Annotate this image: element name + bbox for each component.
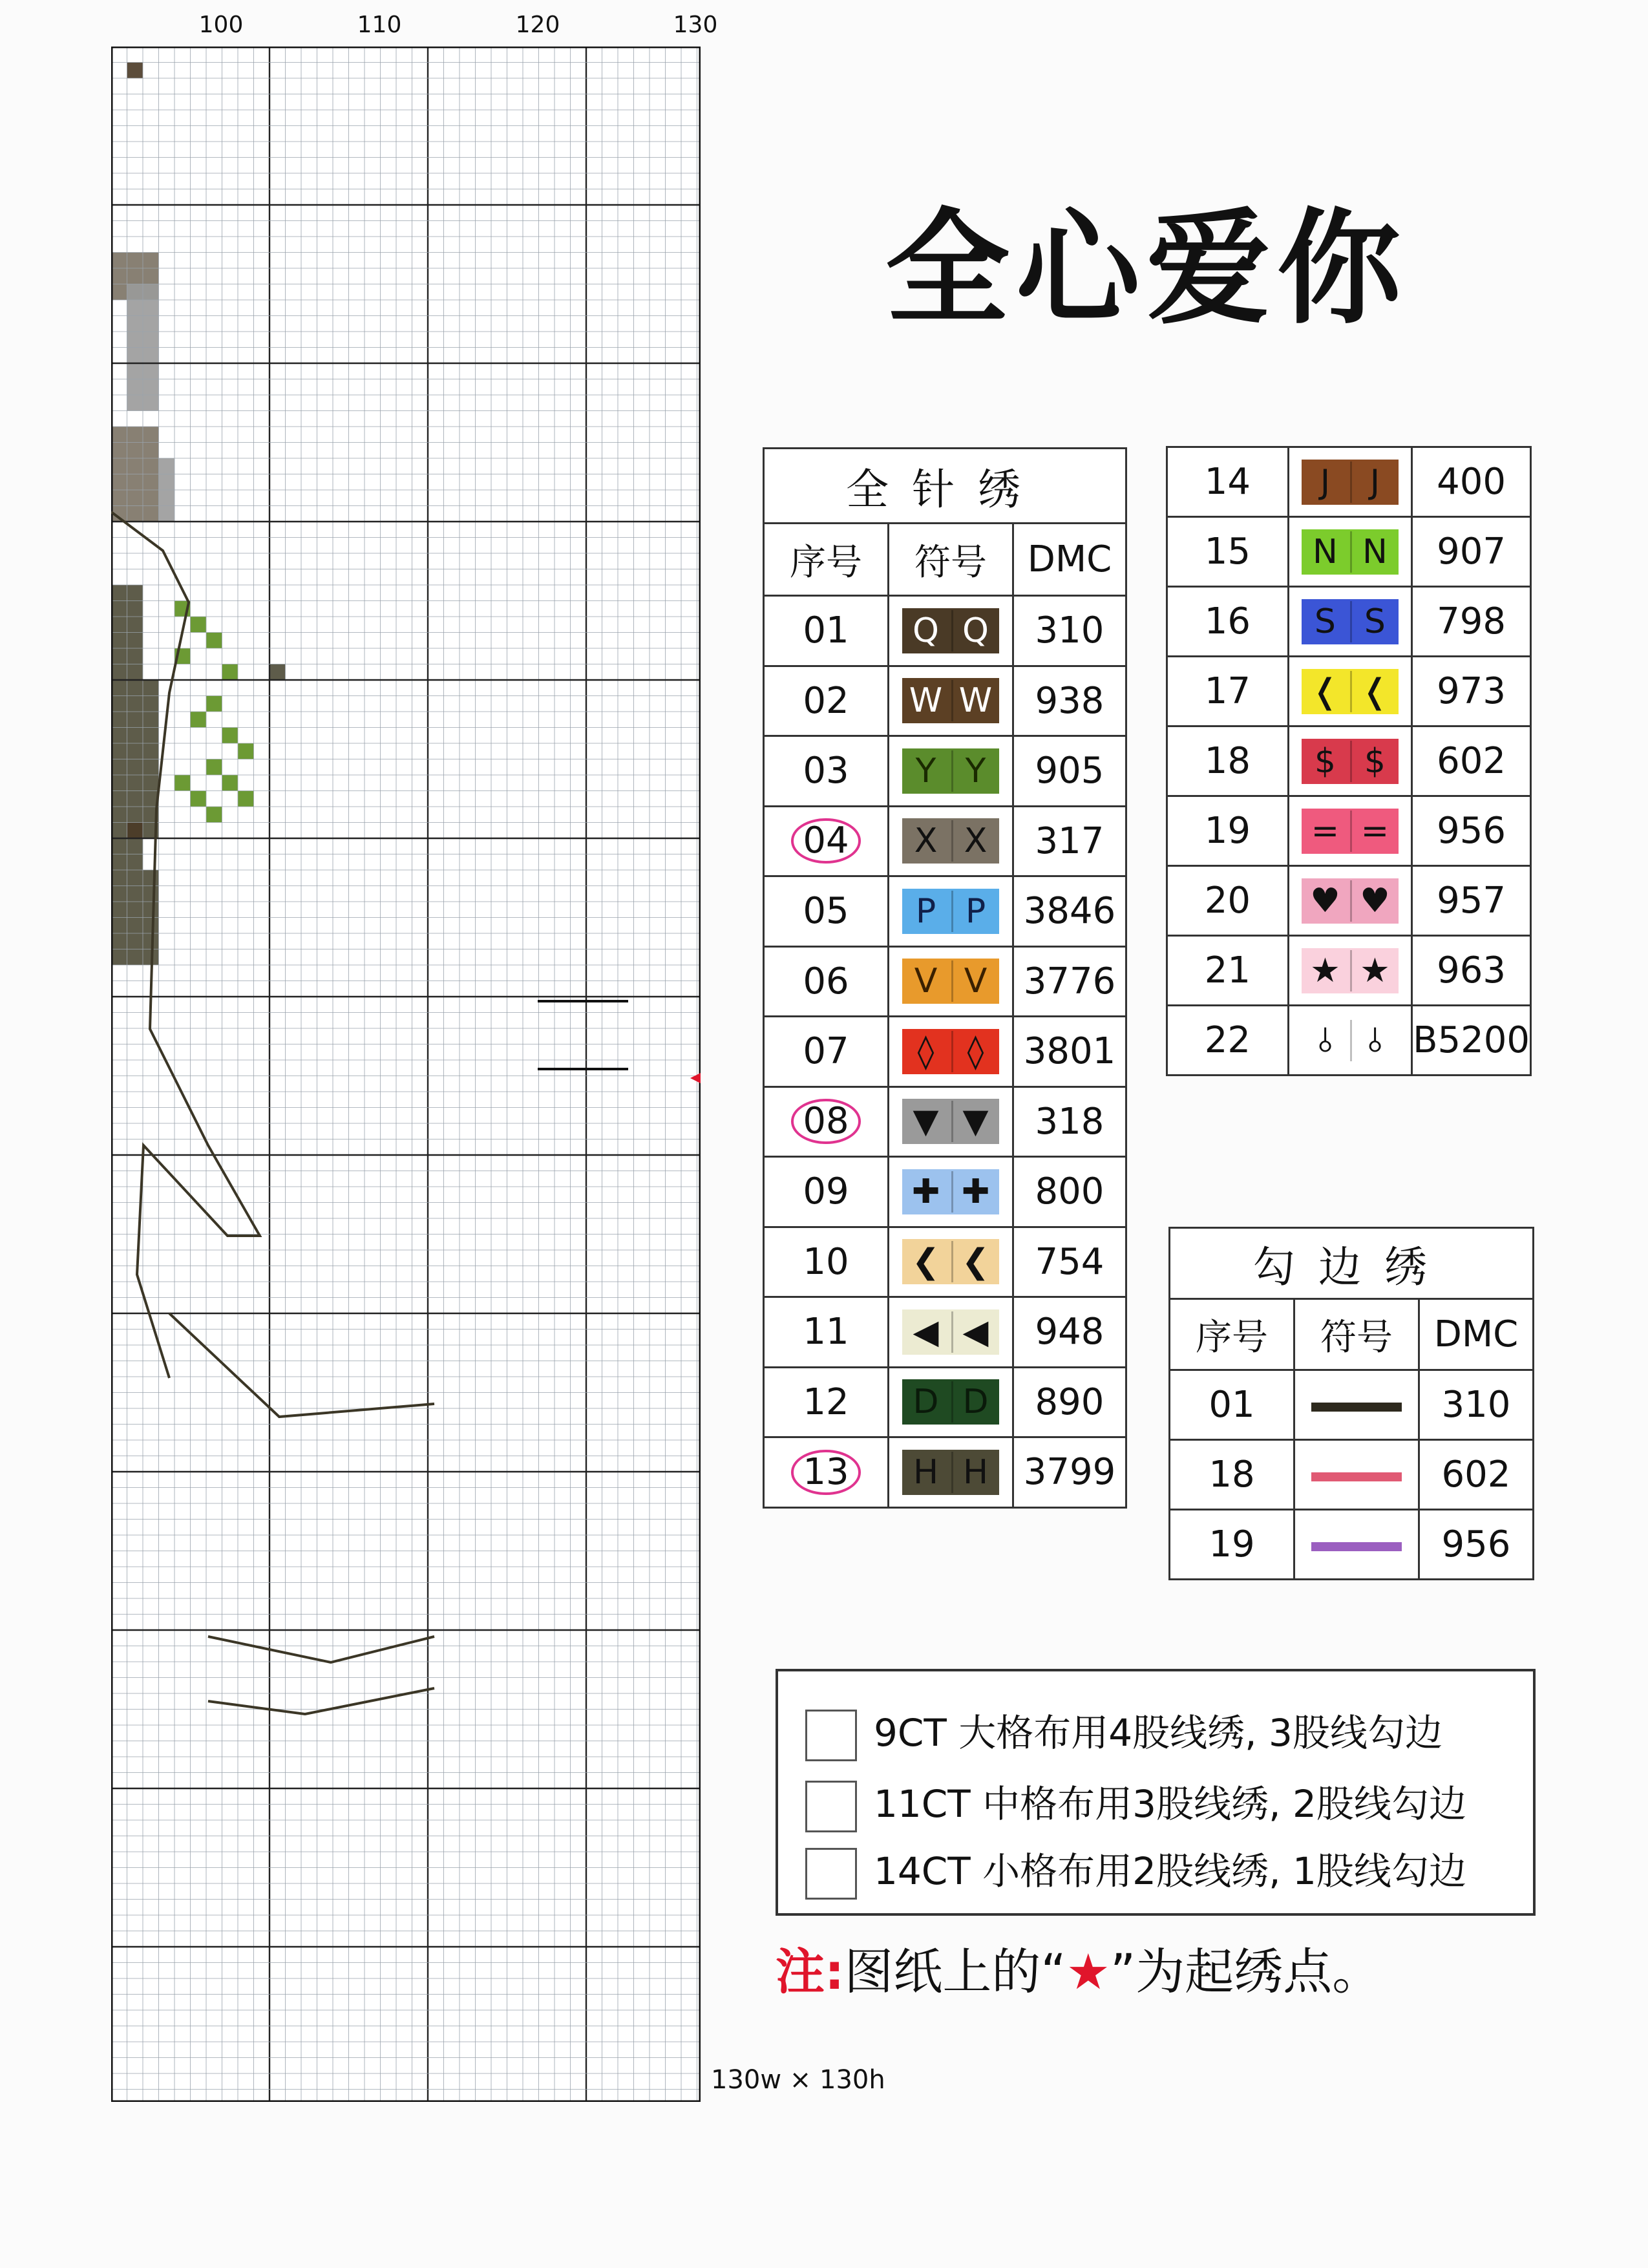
row-number: 21 <box>1167 936 1289 1006</box>
symbol-swatch: H H <box>902 1450 999 1495</box>
dmc-code: 798 <box>1412 587 1531 657</box>
dmc-code: 310 <box>1013 596 1126 666</box>
circled-number: 04 <box>791 818 860 864</box>
symbol-swatch: ❬ ❬ <box>1302 669 1399 714</box>
row-number: 02 <box>803 679 849 722</box>
column-label: 120 <box>515 12 560 38</box>
dmc-code: 973 <box>1412 657 1531 726</box>
dmc-code: 602 <box>1419 1440 1534 1510</box>
column-header: 符号 <box>889 524 1013 596</box>
symbol-swatch: = = <box>1302 809 1399 854</box>
backstitch-line-icon <box>1311 1403 1402 1412</box>
symbol-swatch: P P <box>902 889 999 934</box>
row-number: 03 <box>803 750 849 792</box>
leaf-stitch <box>238 743 254 759</box>
symbol-swatch: ♥ ♥ <box>1302 878 1399 924</box>
column-label: 130 <box>673 12 718 38</box>
symbol-swatch: ▼ ▼ <box>902 1099 999 1144</box>
symbol-swatch: ◊ ◊ <box>902 1029 999 1074</box>
chart-background <box>111 47 701 2102</box>
key-row <box>764 1227 1126 1297</box>
fabric-checkbox[interactable] <box>805 1781 857 1832</box>
circled-number: 08 <box>791 1099 860 1144</box>
symbol-swatch: ❮ ❮ <box>902 1239 999 1284</box>
fabric-checkbox[interactable] <box>805 1710 857 1761</box>
pattern-title: 全心爱你 <box>885 196 1408 341</box>
full-stitch-key-table <box>763 447 1127 1509</box>
key-row <box>764 666 1126 736</box>
row-number: 15 <box>1167 517 1289 587</box>
dmc-code: 948 <box>1013 1297 1126 1368</box>
cross-stitch-chart <box>111 47 701 2102</box>
backstitch-line-icon <box>1311 1542 1402 1551</box>
row-number: 10 <box>803 1240 849 1283</box>
row-number: 17 <box>1167 657 1289 726</box>
dmc-code: 963 <box>1412 936 1531 1006</box>
key-row <box>1170 1440 1534 1510</box>
center-tick-mark <box>538 1068 628 1070</box>
row-number: 20 <box>1167 866 1289 936</box>
fabric-option-label: 9CT 大格布用4股线绣, 3股线勾边 <box>874 1711 1442 1755</box>
fabric-option-label: 14CT 小格布用2股线绣, 1股线勾边 <box>874 1849 1466 1893</box>
row-number: 06 <box>803 960 849 1002</box>
key-row <box>1167 936 1531 1006</box>
fabric-option-9ct[interactable] <box>805 1702 1442 1761</box>
key-row <box>1167 587 1531 657</box>
column-header: DMC <box>1013 524 1126 596</box>
leaf-stitch <box>191 617 207 633</box>
row-number: 11 <box>803 1311 849 1353</box>
stitch-block <box>127 63 143 79</box>
symbol-swatch: ◀ ◀ <box>902 1309 999 1355</box>
key-row <box>1167 447 1531 517</box>
key-row <box>1167 796 1531 866</box>
key-row <box>764 1367 1126 1437</box>
leaf-stitch <box>206 807 222 823</box>
backstitch-line-icon <box>1311 1472 1402 1481</box>
symbol-swatch: X X <box>902 818 999 864</box>
dmc-code: 310 <box>1419 1370 1534 1440</box>
symbol-swatch: ✚ ✚ <box>902 1169 999 1214</box>
leaf-stitch <box>174 775 191 791</box>
row-number: 09 <box>803 1171 849 1213</box>
dmc-code: B5200 <box>1412 1006 1531 1076</box>
row-number: 07 <box>803 1030 849 1073</box>
dmc-code: 956 <box>1419 1510 1534 1580</box>
note-prefix: 注: <box>776 1943 845 2000</box>
dmc-code: 754 <box>1013 1227 1126 1297</box>
key-row <box>1170 1370 1534 1440</box>
key-row <box>1167 1006 1531 1076</box>
key-row <box>764 946 1126 1017</box>
stitch-block <box>127 823 143 839</box>
row-number: 14 <box>1167 447 1289 517</box>
dmc-code: 907 <box>1412 517 1531 587</box>
key-row <box>1167 657 1531 726</box>
column-header: 序号 <box>1170 1299 1294 1370</box>
leaf-stitch <box>222 775 238 791</box>
dmc-code: 956 <box>1412 796 1531 866</box>
row-number: 22 <box>1167 1006 1289 1076</box>
note-text-after: ”为起绣点。 <box>1110 1943 1382 2000</box>
column-header: 符号 <box>1294 1299 1419 1370</box>
key-row <box>764 736 1126 807</box>
key-row <box>764 876 1126 947</box>
symbol-swatch: ⫰ ⫰ <box>1302 1018 1399 1063</box>
dmc-code: 800 <box>1013 1157 1126 1227</box>
row-number: 01 <box>803 609 849 652</box>
key-row <box>1167 726 1531 796</box>
symbol-swatch: $ $ <box>1302 739 1399 784</box>
leaf-stitch <box>222 728 238 744</box>
key-row <box>764 806 1126 876</box>
dmc-code: 3799 <box>1013 1437 1126 1508</box>
leaf-stitch <box>222 664 238 681</box>
full-stitch-key-table-continued <box>1166 446 1532 1076</box>
dmc-code: 938 <box>1013 666 1126 736</box>
leaf-stitch <box>206 696 222 712</box>
dmc-code: 318 <box>1013 1086 1126 1157</box>
key-row <box>764 1157 1126 1227</box>
row-number: 12 <box>803 1381 849 1423</box>
key-row <box>764 596 1126 666</box>
key-row <box>764 1086 1126 1157</box>
key-row <box>1167 866 1531 936</box>
key-row <box>1167 517 1531 587</box>
symbol-swatch: V V <box>902 959 999 1004</box>
symbol-swatch: Q Q <box>902 608 999 653</box>
chart-size-label: 130w × 130h <box>711 2065 885 2095</box>
stitch-block <box>269 664 286 681</box>
key-row <box>764 1017 1126 1087</box>
column-label: 100 <box>198 12 244 38</box>
circled-number: 13 <box>791 1450 860 1495</box>
dmc-code: 3776 <box>1013 946 1126 1017</box>
row-number: 18 <box>1167 726 1289 796</box>
symbol-swatch: Y Y <box>902 748 999 794</box>
dmc-code: 400 <box>1412 447 1531 517</box>
dmc-code: 957 <box>1412 866 1531 936</box>
row-number: 05 <box>803 890 849 933</box>
key-row <box>764 1297 1126 1368</box>
leaf-stitch <box>206 759 222 776</box>
dmc-code: 3801 <box>1013 1017 1126 1087</box>
column-header: 序号 <box>764 524 889 596</box>
fabric-count-box <box>776 1669 1536 1916</box>
column-label: 110 <box>357 12 402 38</box>
row-number: 01 <box>1170 1370 1294 1440</box>
dmc-code: 3846 <box>1013 876 1126 947</box>
dmc-code: 905 <box>1013 736 1126 807</box>
row-number: 19 <box>1170 1510 1294 1580</box>
symbol-swatch: N N <box>1302 529 1399 575</box>
column-header: DMC <box>1419 1299 1534 1370</box>
center-tick-mark <box>538 1000 628 1002</box>
fabric-option-label: 11CT 中格布用3股线绣, 2股线勾边 <box>874 1782 1466 1826</box>
key-row <box>764 1437 1126 1508</box>
row-number: 19 <box>1167 796 1289 866</box>
key-row <box>1170 1510 1534 1580</box>
symbol-swatch: J J <box>1302 460 1399 505</box>
leaf-stitch <box>191 712 207 728</box>
leaf-stitch <box>238 791 254 807</box>
backstitch-key-table <box>1168 1227 1534 1580</box>
symbol-swatch: W W <box>902 678 999 723</box>
symbol-swatch: S S <box>1302 599 1399 644</box>
note-text-before: 图纸上的“ <box>844 1943 1066 2000</box>
row-number: 18 <box>1170 1440 1294 1510</box>
full-stitch-heading: 全针绣 <box>764 449 1126 524</box>
start-point-note <box>776 1933 1381 2003</box>
fabric-checkbox[interactable] <box>805 1848 857 1900</box>
dmc-code: 890 <box>1013 1367 1126 1437</box>
star-icon: ★ <box>1066 1943 1110 2000</box>
fabric-option-14ct[interactable] <box>805 1841 1466 1900</box>
symbol-swatch: D D <box>902 1379 999 1425</box>
leaf-stitch <box>206 633 222 649</box>
fabric-option-11ct[interactable] <box>805 1774 1466 1832</box>
dmc-code: 317 <box>1013 806 1126 876</box>
symbol-swatch: ★ ★ <box>1302 948 1399 993</box>
leaf-stitch <box>191 791 207 807</box>
dmc-code: 602 <box>1412 726 1531 796</box>
row-number: 16 <box>1167 587 1289 657</box>
backstitch-heading: 勾边绣 <box>1170 1228 1534 1299</box>
